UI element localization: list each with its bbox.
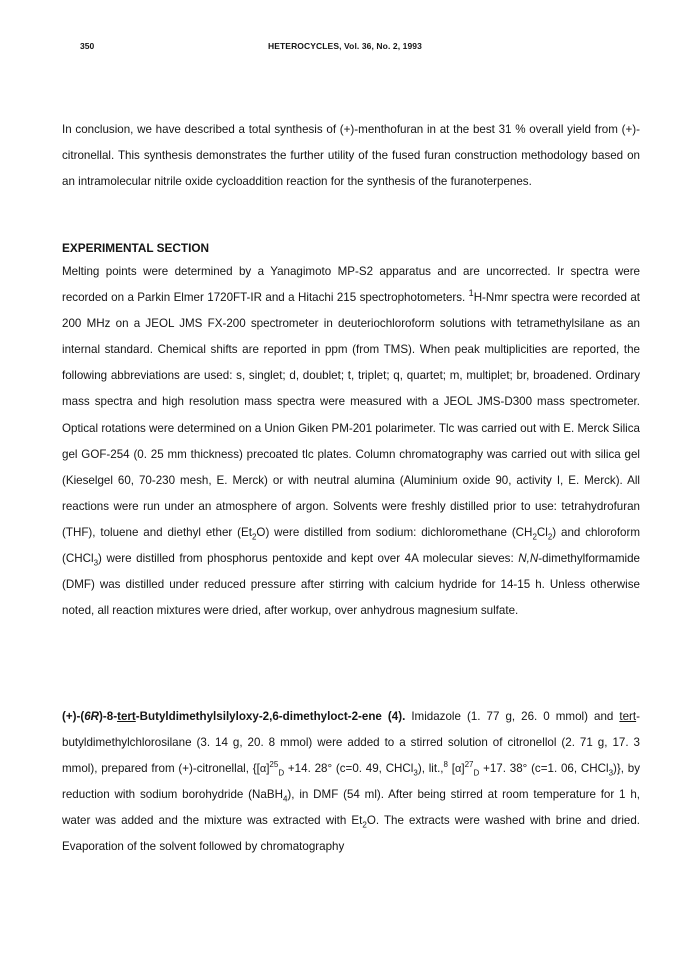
compound-4-paragraph: (+)-(6R)-8-tert-Butyldimethylsilyloxy-2,6-dimethyloct-2-ene (4). Imidazole (1. 77 g, 26. 0 mmol) and tert-butyldimethylchlorosilane (3. 14 g, 20. 8 mmol) were added to a stirred solution of citronellol (2. 71 g, 17. 3 mmol), prepared from (+)-citronellal, {$[\alpha]^{25}_D +14$. 28° (c=0. 49, CHCl$_3$), lit.,$^8$ $[\alpha]^{27}_D +17$. 38° (c=1. 06, CHCl$_3$)}, by reduction with sodium borohydride (NaBH$_4$), in DMF (54 ml). After being stirred at room temperature for 1 h, water was added and the mixture was extracted with $Et_2O$. The extracts were washed with brine and dried. Evaporation of the solvent followed by chromatography [62,710,641,854]
page-header [0,41,699,55]
running-head: HETEROCYCLES, Vol. 36, No. 2, 1993 [268,41,422,51]
section-heading-experimental: EXPERIMENTAL SECTION [62,241,210,255]
compound-title: (+)-(6R)-8-tert-Butyldimethylsilyloxy-2,6-dimethyloct-2-ene (4). [62,710,406,723]
page-number: 350 [80,41,95,51]
conclusion-paragraph: In conclusion, we have described a total synthesis of (+)-menthofuran in at the best 31 % overall yield from (+)-citronellal. This synthesis demonstrates the further utility of the fused furan construction methodology based on an intramolecular nitrile oxide cycloaddition reaction for the synthesis of the furanoterpenes. [62,123,640,189]
experimental-paragraph: Melting points were determined by a Yanagimoto MP-S2 apparatus and are uncorrected. Ir spectra were recorded on a Parkin Elmer 1720FT-IR and a Hitachi 215 spectrophotometers. $^1$H-Nmr spectra were recorded at 200 MHz on a JEOL JMS FX-200 spectrometer in deuteriochloroform solutions with tetramethylsilane as an internal standard. Chemical shifts are reported in ppm (from TMS). When peak multiplicities are reported, the following abbreviations are used: s, singlet; d, doublet; t, triplet; q, quartet; m, multiplet; br, broadened. Ordinary mass spectra and high resolution mass spectra were measured with a JEOL JMS-D300 mass spectrometer. Optical rotations were determined on a Union Giken PM-201 polarimeter. Tlc was carried out with E. Merck Silica gel GOF-254 (0. 25 mm thickness) precoated tlc plates. Column chromatography was carried out with silica gel (Kieselgel 60, 70-230 mesh, E. Merck) or with neutral alumina (Aluminium oxide 90, activity I, E. Merck). All reactions were run under an atmosphere of argon. Solvents were freshly distilled prior to use: tetrahydrofuran (THF), toluene and diethyl ether $(Et_2O)$ were distilled from sodium: dichloromethane $(CH_2Cl_2)$ and chloroform (CHCl$_3$) were distilled from phosphorus pentoxide and kept over 4A molecular sieves: N,N-dimethylformamide (DMF) was distilled under reduced pressure after stirring with calcium hydride for 14-15 h. Unless otherwise noted, all reaction mixtures were dried, after workup, over anhydrous magnesium sulfate. [62,265,641,618]
